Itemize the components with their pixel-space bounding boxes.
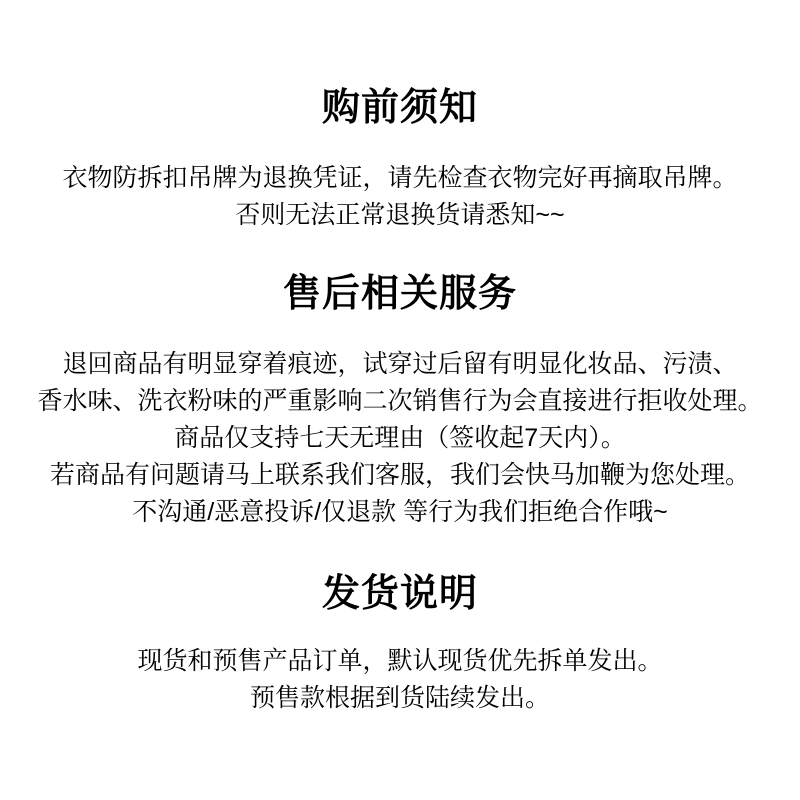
notice-line: 现货和预售产品订单，默认现货优先拆单发出。: [137, 647, 663, 675]
notice-line: 商品仅支持七天无理由（签收起7天内）。: [174, 424, 626, 452]
notice-line: 衣物防拆扣吊牌为退换凭证，请先检查衣物完好再摘取吊牌。: [62, 164, 738, 192]
notice-line: 预售款根据到货陆续发出。: [249, 684, 550, 712]
section-pre-purchase-notice: [0, 0, 800, 234]
section-body-pre-purchase: [0, 160, 800, 234]
notice-line: 退回商品有明显穿着痕迹，试穿过后留有明显化妆品、污渍、: [62, 350, 738, 378]
notice-line: 香水味、洗衣粉味的严重影响二次销售行为会直接进行拒收处理。: [37, 387, 763, 415]
section-after-sales-service: [0, 271, 800, 531]
section-title-pre-purchase: 购前须知: [321, 87, 478, 129]
section-shipping-instructions: [0, 571, 800, 717]
section-title-shipping: 发货说明: [321, 573, 478, 615]
notice-line: 不沟通/恶意投诉/仅退款 等行为我们拒绝合作哦~: [132, 498, 668, 526]
section-body-after-sales: [0, 346, 800, 531]
section-title-after-sales: 售后相关服务: [282, 273, 517, 315]
notice-line: 否则无法正常退换货请悉知~~: [235, 201, 565, 229]
section-body-shipping: [0, 643, 800, 717]
notice-line: 若商品有问题请马上联系我们客服，我们会快马加鞭为您处理。: [49, 461, 750, 489]
